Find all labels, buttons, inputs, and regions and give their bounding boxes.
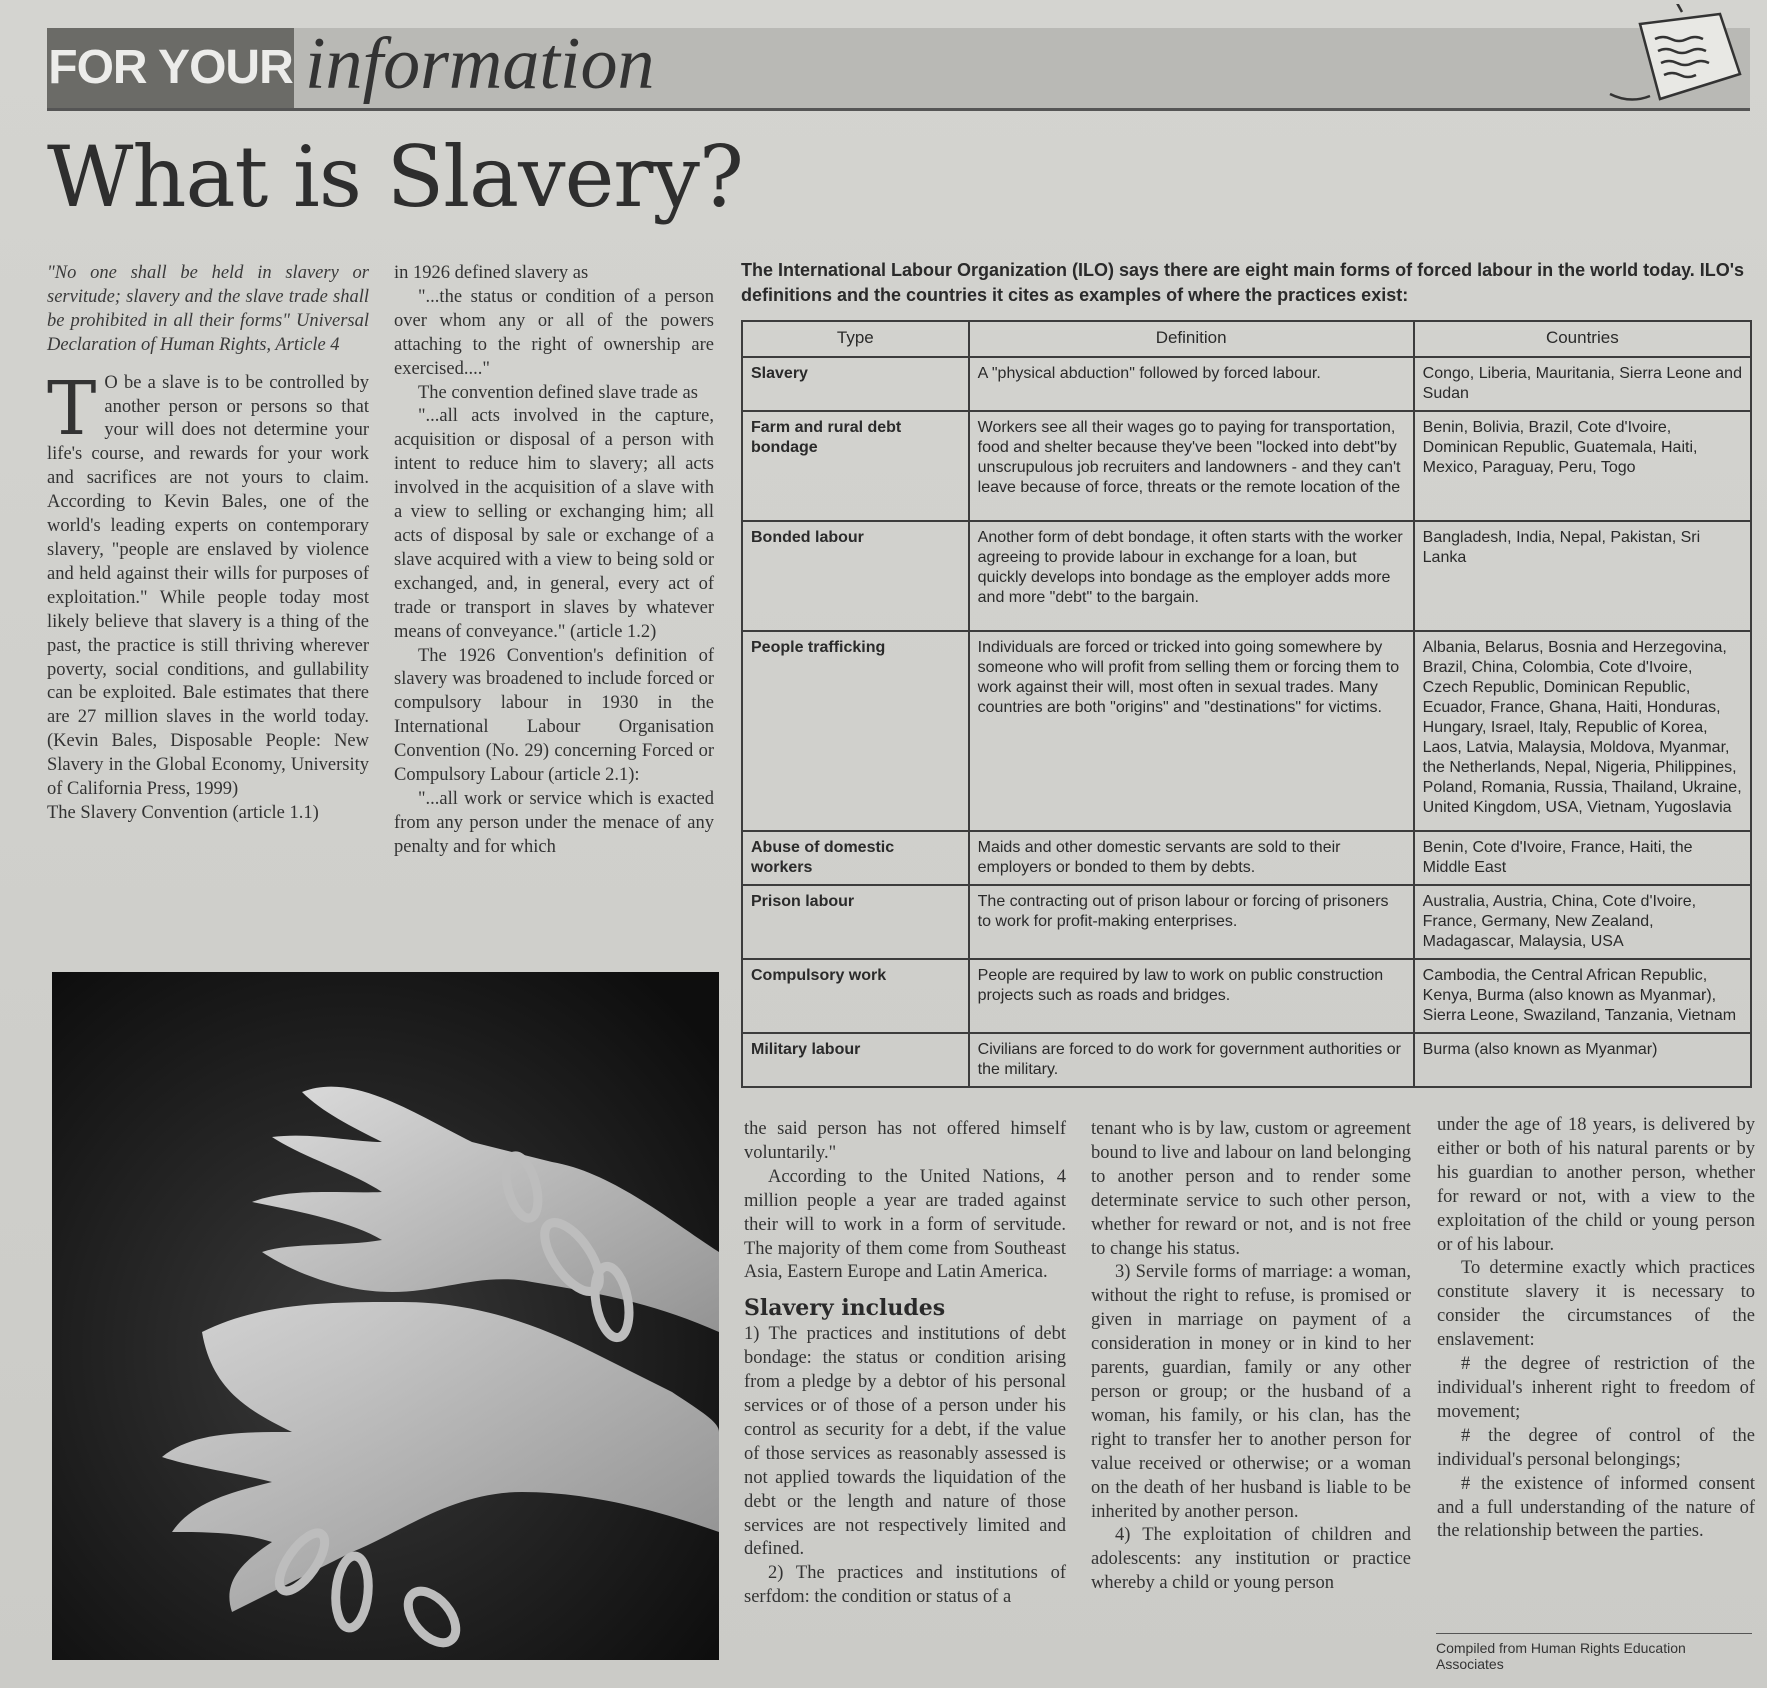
paragraph: The Slavery Convention (article 1.1) [47,802,319,823]
definition-cell: People are required by law to work on public construction projects such as roads and bridges. [969,959,1414,1033]
column-1 [47,262,369,826]
definition-cell: The contracting out of prison labour or forcing of prisoners to work for profit-making enterprises. [969,885,1414,959]
forced-labour-table [741,320,1752,1088]
table-row [742,631,1751,831]
paragraph: # the existence of informed consent and a full understanding of the nature of the relationship between the parties. [1437,1473,1755,1542]
paragraph: To determine exactly which practices constitute slavery it is necessary to consider the circumstances of the enslavement: [1437,1258,1755,1351]
paragraph: The convention defined slave trade as [418,382,698,403]
paragraph: # the degree of control of the individual's personal belongings; [1437,1425,1755,1470]
column-header: Type [742,321,969,357]
definition-cell: A "physical abduction" followed by forced labour. [969,357,1414,411]
paragraph: under the age of 18 years, is delivered by either or both of his natural parents or by his guardian to another person, whether for reward or not, with a view to the exploitation of the child or young person or of his labour. [1437,1115,1755,1255]
countries-cell: Bangladesh, India, Nepal, Pakistan, Sri Lanka [1414,521,1751,631]
table-row [742,411,1751,521]
intro-text: O be a slave is to be controlled by another person or persons so that your will does not determine your life's course, and rewards for your work and sacrifices are not yours to claim. According to Kevin Bales, one of the world's leading experts on contemporary slavery, "people are enslaved by violence and held against their wills for purposes of exploitation." While people today most likely believe that slavery is a thing of the past, the practice is still thriving wherever poverty, social conditions, and gullability can be exploited. Bale estimates that there are 27 million slaves in the world today. (Kevin Bales, Disposable People: New Slavery in the Global Economy, University of California Press, 1999) [47,372,369,800]
paper-note-icon [1600,4,1750,114]
paragraph: "...the status or condition of a person over whom any or all of the powers attaching to the right of ownership are exercised...." [394,286,714,379]
paragraph: 4) The exploitation of children and adolescents: any institution or practice whereby a child or young person [1091,1525,1411,1594]
paragraph: 2) The practices and institutions of serfdom: the condition or status of a [744,1563,1066,1608]
countries-cell: Benin, Bolivia, Brazil, Cote d'Ivoire, Dominican Republic, Guatemala, Haiti, Mexico, Paraguay, Peru, Togo [1414,411,1751,521]
drop-cap: T [47,365,97,452]
type-cell: Farm and rural debt bondage [742,411,969,521]
type-cell: Bonded labour [742,521,969,631]
section-header [47,23,1750,110]
countries-cell: Congo, Liberia, Mauritania, Sierra Leone and Sudan [1414,357,1751,411]
countries-cell: Benin, Cote d'Ivoire, France, Haiti, the Middle East [1414,831,1751,885]
article-title: What is Slavery? [47,128,743,226]
paragraph: "...all work or service which is exacted from any person under the menace of any penalty and for which [394,788,714,857]
header-bar [47,28,1750,111]
type-cell: Slavery [742,357,969,411]
subheading-slavery-includes: Slavery includes [744,1295,946,1322]
header-tag: FOR YOUR [47,28,294,108]
paragraph: the said person has not offered himself voluntarily." [744,1119,1066,1163]
udhr-quote: "No one shall be held in slavery or servitude; slavery and the slave trade shall be prohibited in all their forms" Universal Declaration of Human Rights, Article 4 [47,263,369,355]
table-row [742,357,1751,411]
paragraph: The 1926 Convention's definition of slavery was broadened to include forced or compulsory labour in 1930 in the International Labour Organisation Convention (No. 29) concerning Forced or Compulsory Labour (article 2.1): [394,645,714,786]
countries-cell: Australia, Austria, China, Cote d'Ivoire, France, Germany, New Zealand, Madagascar, Malaysia, USA [1414,885,1751,959]
intro-paragraph [47,365,369,802]
column-3 [744,1118,1066,1610]
paragraph: 3) Servile forms of marriage: a woman, without the right to refuse, is promised or given in marriage on payment of a consideration in money or in kind to her parents, guardian, family or any other person or group; or the husband of a woman, his family, or his clan, has the right to transfer her to another person for value received or otherwise; or a woman on the death of her husband is liable to be inherited by another person. [1091,1262,1411,1522]
table-row [742,831,1751,885]
type-cell: Military labour [742,1033,969,1087]
definition-cell: Civilians are forced to do work for government authorities or the military. [969,1033,1414,1087]
header-word: information [305,23,655,105]
definition-cell: Workers see all their wages go to paying for transportation, food and shelter because they've been "locked into debt"by unscrupulous job recruiters and landowners - and they can't leave because of force, threats or the remote location of the [969,411,1414,521]
type-cell: Compulsory work [742,959,969,1033]
definition-cell: Maids and other domestic servants are sold to their employers or bonded to them by debts. [969,831,1414,885]
column-5 [1437,1114,1755,1544]
chained-hands-image [52,972,719,1660]
table-row [742,959,1751,1033]
type-cell: Prison labour [742,885,969,959]
paragraph: "...all acts involved in the capture, acquisition or disposal of a person with intent to reduce him to slavery; all acts involved in the acquisition of a slave with a view to selling or exchanging him; all acts of disposal by sale or exchange of a slave acquired with a view to being sold or exchanged, and, in general, every act of trade or transport in slaves by whatever means of conveyance." (article 1.2) [394,406,714,642]
paragraph: 1) The practices and institutions of debt bondage: the status or condition arising from a pledge by a debtor of his personal services or of those of a person under his control as security for a debt, if the value of those services as reasonably assessed is not applied towards the liquidation of the debt or the length and nature of those services are not respectively limited and defined. [744,1324,1066,1560]
source-credit: Compiled from Human Rights Education Associates [1436,1633,1752,1672]
paragraph: tenant who is by law, custom or agreement bound to live and labour on land belonging to another person and to render some determinate service to such other person, whether for reward or not, and is not free to change his status. [1091,1119,1411,1259]
column-header: Countries [1414,321,1751,357]
ilo-intro: The International Labour Organization (ILO) says there are eight main forms of forced labour in the world today. ILO's definitions and the countries it cites as examples of where the practices exist: [741,260,1745,305]
paragraph: # the degree of restriction of the individual's inherent right to freedom of movement; [1437,1354,1755,1422]
table-header-row [742,321,1751,357]
paragraph: According to the United Nations, 4 million people a year are traded against their will to work in a form of servitude. The majority of them come from Southeast Asia, Eastern Europe and Latin America. [744,1166,1066,1283]
countries-cell: Burma (also known as Myanmar) [1414,1033,1751,1087]
type-cell: People trafficking [742,631,969,831]
type-cell: Abuse of domestic workers [742,831,969,885]
countries-cell: Cambodia, the Central African Republic, Kenya, Burma (also known as Myanmar), Sierra Leone, Swaziland, Tanzania, Vietnam [1414,959,1751,1033]
chained-hands-photo [52,972,719,1660]
column-2 [394,262,714,860]
column-header: Definition [969,321,1414,357]
table-row [742,521,1751,631]
column-4 [1091,1118,1411,1596]
definition-cell: Another form of debt bondage, it often starts with the worker agreeing to provide labour in exchange for a loan, but quickly develops into bondage as the employer adds more and more "debt" to the bargain. [969,521,1414,631]
definition-cell: Individuals are forced or tricked into going somewhere by someone who will profit from selling them or forcing them to work against their will, most often in sexual trades. Many countries are both "origins" and "destinations" for victims. [969,631,1414,831]
countries-cell: Albania, Belarus, Bosnia and Herzegovina, Brazil, China, Colombia, Cote d'Ivoire, Czech Republic, Dominican Republic, Ecuador, France, Ghana, Haiti, Honduras, Hungary, Israel, Italy, Republic of Korea, Laos, Latvia, Malaysia, Moldova, Myanmar, the Netherlands, Nepal, Nigeria, Philippines, Poland, Romania, Russia, Thailand, Ukraine, United Kingdom, USA, Vietnam, Yugoslavia [1414,631,1751,831]
table-row [742,885,1751,959]
paragraph: in 1926 defined slavery as [394,263,589,283]
table-row [742,1033,1751,1087]
